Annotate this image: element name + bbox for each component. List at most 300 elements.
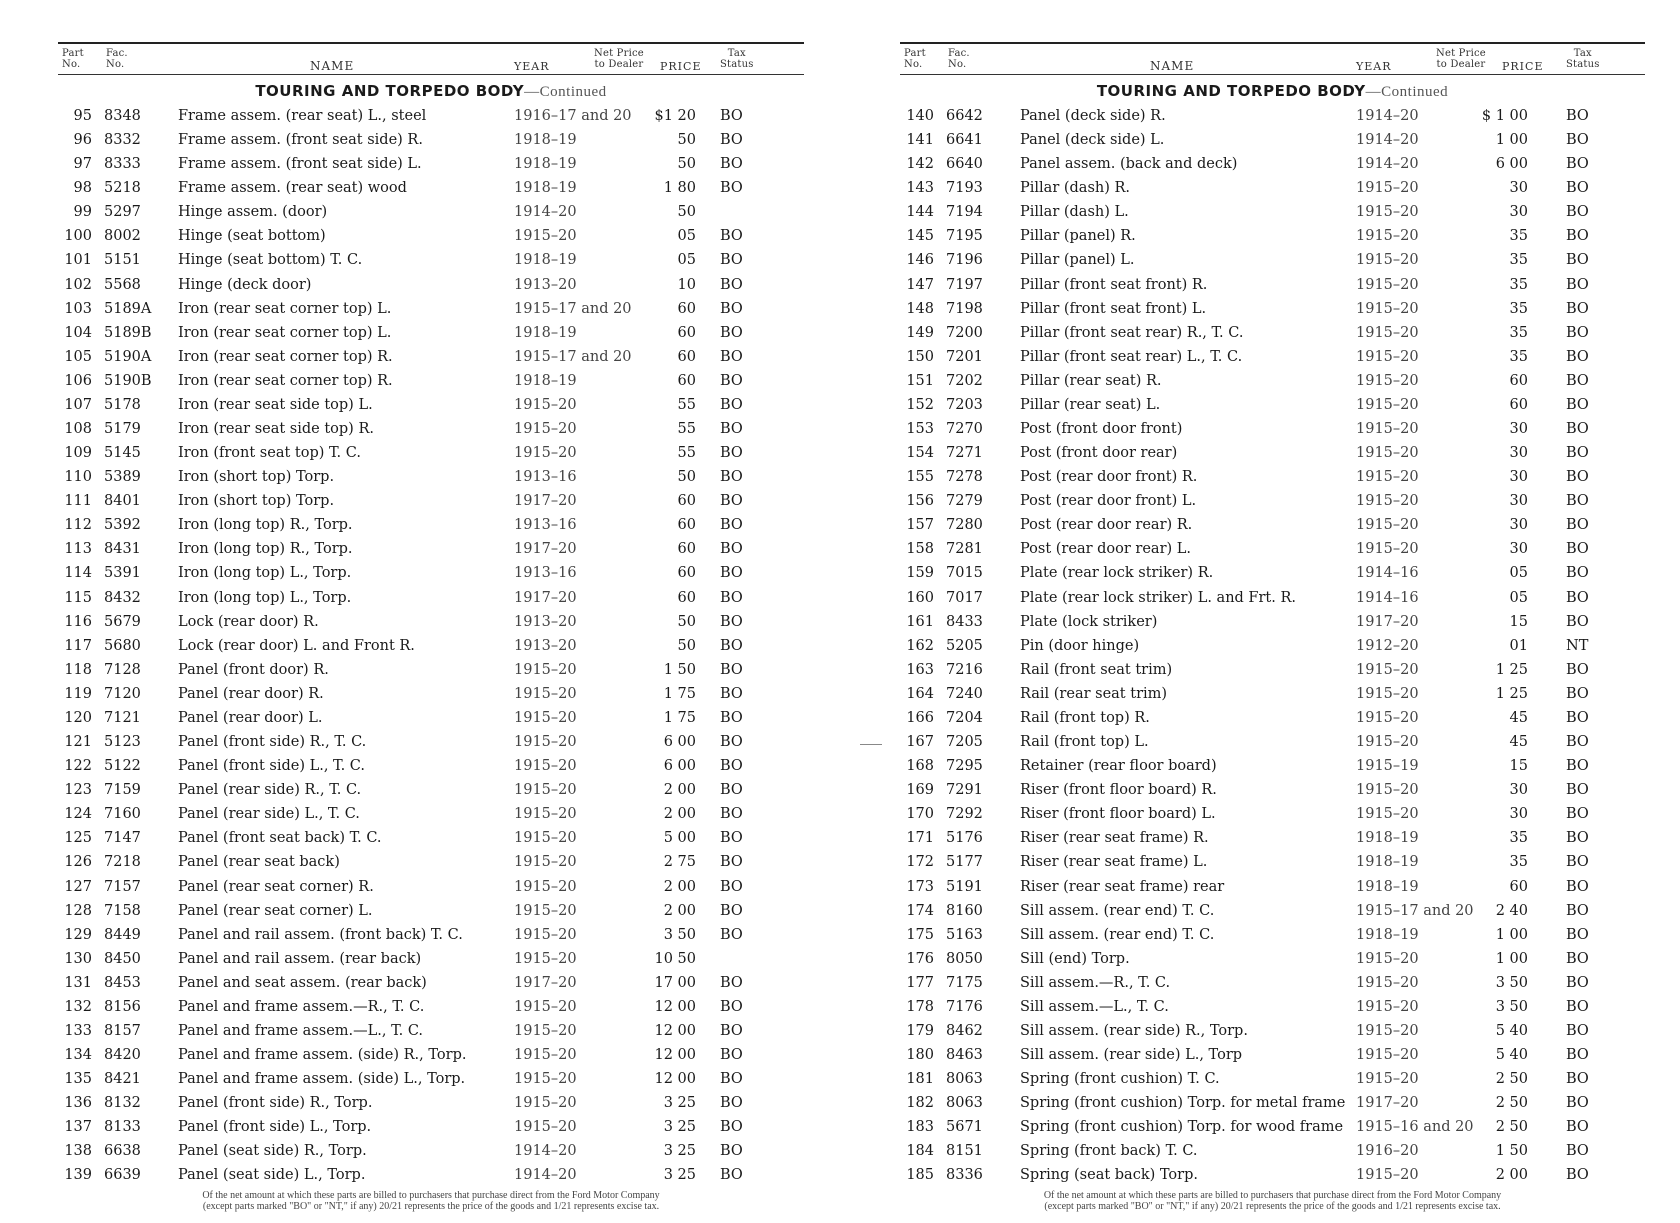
tax-status: BO <box>720 445 743 462</box>
part-price: 60 <box>1509 878 1528 895</box>
part-price: 60 <box>677 372 696 389</box>
part-price: 55 <box>677 396 696 413</box>
table-row <box>58 947 804 971</box>
part-year: 1915–20 <box>514 228 577 245</box>
part-number: 109 <box>64 445 92 462</box>
factory-number: 8336 <box>946 1167 983 1184</box>
part-number: 96 <box>73 132 92 149</box>
part-price: 2 00 <box>663 878 696 895</box>
header-name: NAME <box>310 59 355 73</box>
part-name: Rail (front top) L. <box>1020 734 1149 751</box>
part-number: 137 <box>64 1119 92 1136</box>
part-price: 5 40 <box>1495 1022 1528 1039</box>
part-name: Spring (front cushion) Torp. for wood frame <box>1020 1119 1344 1136</box>
part-name: Panel and rail assem. (front back) T. C. <box>178 926 463 943</box>
part-price: 1 80 <box>663 180 696 197</box>
part-name: Sill assem. (rear side) L., Torp <box>1020 1047 1243 1064</box>
factory-number: 7205 <box>946 734 983 751</box>
tax-status: BO <box>720 1167 743 1184</box>
part-price: 35 <box>1509 300 1528 317</box>
factory-number: 7120 <box>104 685 141 702</box>
part-number: 156 <box>906 493 934 510</box>
table-row <box>900 561 1645 585</box>
factory-number: 5389 <box>104 469 141 486</box>
part-name: Pillar (rear seat) L. <box>1020 396 1161 413</box>
tax-status: BO <box>1566 854 1589 871</box>
factory-number: 7128 <box>104 661 141 678</box>
part-name: Panel (front seat back) T. C. <box>178 830 382 847</box>
part-year: 1915–20 <box>1356 324 1419 341</box>
part-number: 121 <box>64 734 92 751</box>
part-year: 1915–20 <box>1356 372 1419 389</box>
part-year: 1914–20 <box>514 1167 577 1184</box>
part-number: 167 <box>906 734 934 751</box>
table-row <box>900 248 1645 272</box>
factory-number: 5190B <box>104 372 152 389</box>
part-year: 1918–19 <box>1356 926 1419 943</box>
factory-number: 7291 <box>946 782 983 799</box>
part-name: Pillar (panel) R. <box>1020 228 1136 245</box>
factory-number: 7017 <box>946 589 983 606</box>
table-row <box>58 923 804 947</box>
tax-status: BO <box>720 1095 743 1112</box>
part-name: Lock (rear door) R. <box>178 613 319 630</box>
table-row <box>900 682 1645 706</box>
table-row <box>900 754 1645 778</box>
part-price: 35 <box>1509 252 1528 269</box>
part-price: 15 <box>1509 613 1528 630</box>
part-name: Plate (rear lock striker) R. <box>1020 565 1214 582</box>
tax-status: BO <box>720 902 743 919</box>
table-row <box>58 634 804 658</box>
part-year: 1915–20 <box>1356 541 1419 558</box>
table-row <box>900 658 1645 682</box>
part-name: Spring (front cushion) Torp. for metal frame <box>1020 1095 1346 1112</box>
table-row <box>900 802 1645 826</box>
tax-status: BO <box>720 734 743 751</box>
factory-number: 8432 <box>104 589 141 606</box>
tax-status: BO <box>720 517 743 534</box>
table-row <box>58 1019 804 1043</box>
factory-number: 8160 <box>946 902 983 919</box>
part-name: Frame assem. (rear seat) wood <box>178 180 407 197</box>
tax-status: BO <box>1566 661 1589 678</box>
tax-status: BO <box>1566 565 1589 582</box>
part-name: Sill assem.—L., T. C. <box>1020 998 1169 1015</box>
part-year: 1914–20 <box>1356 132 1419 149</box>
part-number: 143 <box>906 180 934 197</box>
tax-status: BO <box>1566 252 1589 269</box>
part-name: Pillar (front seat rear) R., T. C. <box>1020 324 1244 341</box>
part-price: 2 50 <box>1495 1095 1528 1112</box>
table-row <box>900 1067 1645 1091</box>
table-row <box>900 465 1645 489</box>
table-row <box>58 586 804 610</box>
factory-number: 8450 <box>104 950 141 967</box>
part-price: $1 20 <box>654 108 696 124</box>
part-number: 116 <box>64 613 92 630</box>
table-row <box>58 104 804 128</box>
factory-number: 7270 <box>946 421 983 438</box>
table-row <box>900 176 1645 200</box>
part-name: Post (rear door front) R. <box>1020 469 1198 486</box>
part-price: 60 <box>1509 396 1528 413</box>
table-row <box>900 899 1645 923</box>
table-row <box>58 345 804 369</box>
part-year: 1912–20 <box>1356 637 1419 654</box>
factory-number: 5189A <box>104 300 152 317</box>
part-name: Pillar (front seat rear) L., T. C. <box>1020 348 1243 365</box>
part-name: Post (rear door rear) L. <box>1020 541 1192 558</box>
part-year: 1917–20 <box>1356 1095 1419 1112</box>
part-year: 1915–20 <box>514 445 577 462</box>
table-row <box>900 321 1645 345</box>
tax-status: BO <box>1566 902 1589 919</box>
part-number: 142 <box>906 156 934 173</box>
header-year: YEAR <box>1356 60 1392 73</box>
part-number: 129 <box>64 926 92 943</box>
tax-status: BO <box>720 1119 743 1136</box>
part-price: 3 25 <box>663 1095 696 1112</box>
factory-number: 8421 <box>104 1071 141 1088</box>
part-number: 183 <box>906 1119 934 1136</box>
tax-status: BO <box>720 493 743 510</box>
part-number: 161 <box>906 613 934 630</box>
part-price: 50 <box>677 156 696 173</box>
factory-number: 5145 <box>104 445 141 462</box>
table-row <box>58 1139 804 1163</box>
tax-status: BO <box>720 806 743 823</box>
part-price: 50 <box>677 469 696 486</box>
part-year: 1915–17 and 20 <box>514 300 632 317</box>
part-year: 1915–16 and 20 <box>1356 1119 1474 1136</box>
factory-number: 7196 <box>946 252 983 269</box>
part-year: 1915–20 <box>1356 421 1419 438</box>
part-price: 3 25 <box>663 1167 696 1184</box>
part-number: 104 <box>64 324 92 341</box>
part-price: 1 25 <box>1495 685 1528 702</box>
table-row <box>58 224 804 248</box>
part-year: 1915–20 <box>1356 348 1419 365</box>
table-row <box>58 1115 804 1139</box>
part-name: Panel and frame assem. (side) R., Torp. <box>178 1047 467 1064</box>
part-number: 169 <box>906 782 934 799</box>
table-row <box>900 369 1645 393</box>
table-row <box>900 1019 1645 1043</box>
part-number: 173 <box>906 878 934 895</box>
factory-number: 8431 <box>104 541 141 558</box>
part-number: 164 <box>906 685 934 702</box>
part-name: Rail (front seat trim) <box>1020 661 1173 678</box>
table-row <box>900 778 1645 802</box>
part-year: 1915–20 <box>1356 1167 1419 1184</box>
part-name: Rail (front top) R. <box>1020 709 1150 726</box>
part-price: 35 <box>1509 348 1528 365</box>
part-price: 1 50 <box>1495 1143 1528 1160</box>
part-year: 1915–20 <box>514 709 577 726</box>
header-price: PRICE <box>660 60 702 73</box>
part-name: Panel (front door) R. <box>178 661 329 678</box>
part-name: Iron (rear seat corner top) R. <box>178 348 393 365</box>
part-name: Panel (front side) L., T. C. <box>178 758 365 775</box>
part-year: 1915–17 and 20 <box>514 348 632 365</box>
tax-status: BO <box>720 108 743 124</box>
part-number: 151 <box>906 372 934 389</box>
table-row <box>900 128 1645 152</box>
part-year: 1915–20 <box>1356 396 1419 413</box>
part-name: Post (front door front) <box>1020 421 1183 438</box>
tax-status: BO <box>1566 734 1589 751</box>
part-number: 102 <box>64 276 92 293</box>
tax-status: BO <box>1566 830 1589 847</box>
part-name: Sill assem. (rear side) R., Torp. <box>1020 1022 1248 1039</box>
part-name: Iron (rear seat side top) L. <box>178 396 373 413</box>
part-number: 115 <box>64 589 92 606</box>
table-row <box>900 345 1645 369</box>
factory-number: 8401 <box>104 493 141 510</box>
part-number: 154 <box>906 445 934 462</box>
tax-status: BO <box>1566 878 1589 895</box>
header-fac-no: Fac. No. <box>948 48 970 70</box>
part-name: Panel (deck side) L. <box>1020 132 1165 149</box>
part-number: 170 <box>906 806 934 823</box>
part-year: 1915–19 <box>1356 758 1419 775</box>
table-row <box>58 128 804 152</box>
part-number: 126 <box>64 854 92 871</box>
part-name: Rail (rear seat trim) <box>1020 685 1168 702</box>
part-number: 157 <box>906 517 934 534</box>
part-number: 111 <box>64 493 92 510</box>
part-name: Plate (lock striker) <box>1020 613 1158 630</box>
factory-number: 8063 <box>946 1071 983 1088</box>
factory-number: 6642 <box>946 108 983 124</box>
tax-status: BO <box>720 132 743 149</box>
part-name: Retainer (rear floor board) <box>1020 758 1217 775</box>
header-net-price: Net Price to Dealer <box>1436 48 1486 70</box>
factory-number: 5679 <box>104 613 141 630</box>
part-year: 1917–20 <box>1356 613 1419 630</box>
tax-status: BO <box>720 1047 743 1064</box>
footnote: Of the net amount at which these parts are billed to purchasers that purchase direct from the Ford Motor Company (except parts marked "BO" or "NT," if any) 20/21 represents the price of the goods and 1/21 represents excise tax. <box>1043 1190 1502 1212</box>
factory-number: 7280 <box>946 517 983 534</box>
part-price: 50 <box>677 613 696 630</box>
part-name: Riser (rear seat frame) L. <box>1020 854 1208 871</box>
parts-list <box>58 104 804 1188</box>
tax-status: BO <box>720 252 743 269</box>
part-name: Spring (seat back) Torp. <box>1020 1167 1198 1184</box>
part-year: 1915–20 <box>514 1119 577 1136</box>
part-number: 174 <box>906 902 934 919</box>
tax-status: BO <box>1566 421 1589 438</box>
factory-number: 7200 <box>946 324 983 341</box>
table-row <box>58 1163 804 1187</box>
part-price: 01 <box>1509 637 1528 654</box>
part-price: 6 00 <box>663 734 696 751</box>
part-year: 1917–20 <box>514 589 577 606</box>
part-name: Panel (front side) R., T. C. <box>178 734 367 751</box>
factory-number: 7279 <box>946 493 983 510</box>
part-price: 5 00 <box>663 830 696 847</box>
part-number: 144 <box>906 204 934 221</box>
table-row <box>900 923 1645 947</box>
part-year: 1915–20 <box>514 396 577 413</box>
part-year: 1915–20 <box>514 758 577 775</box>
part-year: 1915–20 <box>514 1047 577 1064</box>
part-price: 3 25 <box>663 1119 696 1136</box>
factory-number: 8449 <box>104 926 141 943</box>
factory-number: 8132 <box>104 1095 141 1112</box>
factory-number: 8332 <box>104 132 141 149</box>
table-row <box>58 297 804 321</box>
tax-status: BO <box>720 613 743 630</box>
part-name: Riser (rear seat frame) R. <box>1020 830 1209 847</box>
tax-status: BO <box>1566 204 1589 221</box>
part-price: 50 <box>677 204 696 221</box>
factory-number: 5178 <box>104 396 141 413</box>
part-number: 152 <box>906 396 934 413</box>
part-price: 6 00 <box>1495 156 1528 173</box>
factory-number: 8420 <box>104 1047 141 1064</box>
tax-status: BO <box>720 1071 743 1088</box>
part-year: 1914–16 <box>1356 589 1419 606</box>
part-year: 1918–19 <box>514 132 577 149</box>
part-price: 2 00 <box>663 782 696 799</box>
part-year: 1916–20 <box>1356 1143 1419 1160</box>
part-name: Sill assem. (rear end) T. C. <box>1020 926 1215 943</box>
part-price: 2 50 <box>1495 1071 1528 1088</box>
factory-number: 5163 <box>946 926 983 943</box>
tax-status: BO <box>1566 1167 1589 1184</box>
tax-status: BO <box>720 348 743 365</box>
factory-number: 5205 <box>946 637 983 654</box>
part-number: 136 <box>64 1095 92 1112</box>
factory-number: 7278 <box>946 469 983 486</box>
part-number: 103 <box>64 300 92 317</box>
part-year: 1918–19 <box>514 180 577 197</box>
part-name: Panel and frame assem.—R., T. C. <box>178 998 425 1015</box>
part-year: 1914–20 <box>514 1143 577 1160</box>
part-name: Plate (rear lock striker) L. and Frt. R. <box>1020 589 1296 606</box>
part-price: 60 <box>677 348 696 365</box>
part-number: 139 <box>64 1167 92 1184</box>
header-net-price: Net Price to Dealer <box>594 48 644 70</box>
part-number: 97 <box>73 156 92 173</box>
part-year: 1915–20 <box>514 1095 577 1112</box>
part-name: Pin (door hinge) <box>1020 637 1140 654</box>
factory-number: 7295 <box>946 758 983 775</box>
part-price: 30 <box>1509 493 1528 510</box>
table-row <box>900 730 1645 754</box>
tax-status: BO <box>720 758 743 775</box>
part-price: 15 <box>1509 758 1528 775</box>
table-row <box>900 537 1645 561</box>
table-row <box>58 369 804 393</box>
part-price: 12 00 <box>654 1022 696 1039</box>
factory-number: 5671 <box>946 1119 983 1136</box>
part-number: 107 <box>64 396 92 413</box>
tax-status: BO <box>1566 685 1589 702</box>
factory-number: 7147 <box>104 830 141 847</box>
part-number: 171 <box>906 830 934 847</box>
part-number: 160 <box>906 589 934 606</box>
table-row <box>58 1043 804 1067</box>
header-tax-status: Tax Status <box>720 48 754 70</box>
factory-number: 8348 <box>104 108 141 124</box>
tax-status: BO <box>720 782 743 799</box>
factory-number: 8453 <box>104 974 141 991</box>
part-price: 1 00 <box>1495 132 1528 149</box>
tax-status: BO <box>1566 517 1589 534</box>
factory-number: 7175 <box>946 974 983 991</box>
part-price: 3 50 <box>1495 974 1528 991</box>
part-year: 1915–20 <box>1356 276 1419 293</box>
part-price: 5 40 <box>1495 1047 1528 1064</box>
table-row <box>900 706 1645 730</box>
table-row <box>58 248 804 272</box>
part-name: Panel assem. (back and deck) <box>1020 156 1238 173</box>
part-year: 1913–20 <box>514 613 577 630</box>
table-row <box>58 682 804 706</box>
part-year: 1917–20 <box>514 493 577 510</box>
factory-number: 6641 <box>946 132 983 149</box>
part-price: 3 50 <box>663 926 696 943</box>
part-year: 1915–20 <box>1356 517 1419 534</box>
part-year: 1918–19 <box>514 324 577 341</box>
part-price: 30 <box>1509 806 1528 823</box>
factory-number: 7218 <box>104 854 141 871</box>
part-year: 1914–20 <box>514 204 577 221</box>
tax-status: BO <box>720 589 743 606</box>
table-row <box>58 875 804 899</box>
part-name: Pillar (dash) R. <box>1020 180 1131 197</box>
part-price: 1 75 <box>663 685 696 702</box>
part-price: 30 <box>1509 469 1528 486</box>
part-price: 2 00 <box>663 902 696 919</box>
right-page <box>900 42 1645 1212</box>
tax-status: BO <box>1566 589 1589 606</box>
header-fac-no: Fac. No. <box>106 48 128 70</box>
tax-status: BO <box>1566 1143 1589 1160</box>
part-number: 112 <box>64 517 92 534</box>
tax-status: BO <box>720 709 743 726</box>
part-year: 1915–20 <box>514 1071 577 1088</box>
part-number: 145 <box>906 228 934 245</box>
part-name: Panel (rear seat back) <box>178 854 340 871</box>
part-price: 05 <box>677 228 696 245</box>
tax-status: BO <box>1566 493 1589 510</box>
part-number: 177 <box>906 974 934 991</box>
part-price: 45 <box>1509 709 1528 726</box>
tax-status: BO <box>720 830 743 847</box>
part-price: 2 75 <box>663 854 696 871</box>
tax-status: BO <box>720 1022 743 1039</box>
part-number: 141 <box>906 132 934 149</box>
factory-number: 5391 <box>104 565 141 582</box>
part-year: 1913–16 <box>514 469 577 486</box>
part-year: 1913–20 <box>514 637 577 654</box>
part-year: 1915–20 <box>1356 685 1419 702</box>
table-row <box>900 947 1645 971</box>
factory-number: 5151 <box>104 252 141 269</box>
part-year: 1915–20 <box>514 878 577 895</box>
tax-status: BO <box>720 926 743 943</box>
part-number: 124 <box>64 806 92 823</box>
part-name: Hinge (seat bottom) <box>178 228 326 245</box>
part-year: 1917–20 <box>514 974 577 991</box>
part-number: 155 <box>906 469 934 486</box>
factory-number: 8002 <box>104 228 141 245</box>
gutter-mark <box>860 744 882 745</box>
